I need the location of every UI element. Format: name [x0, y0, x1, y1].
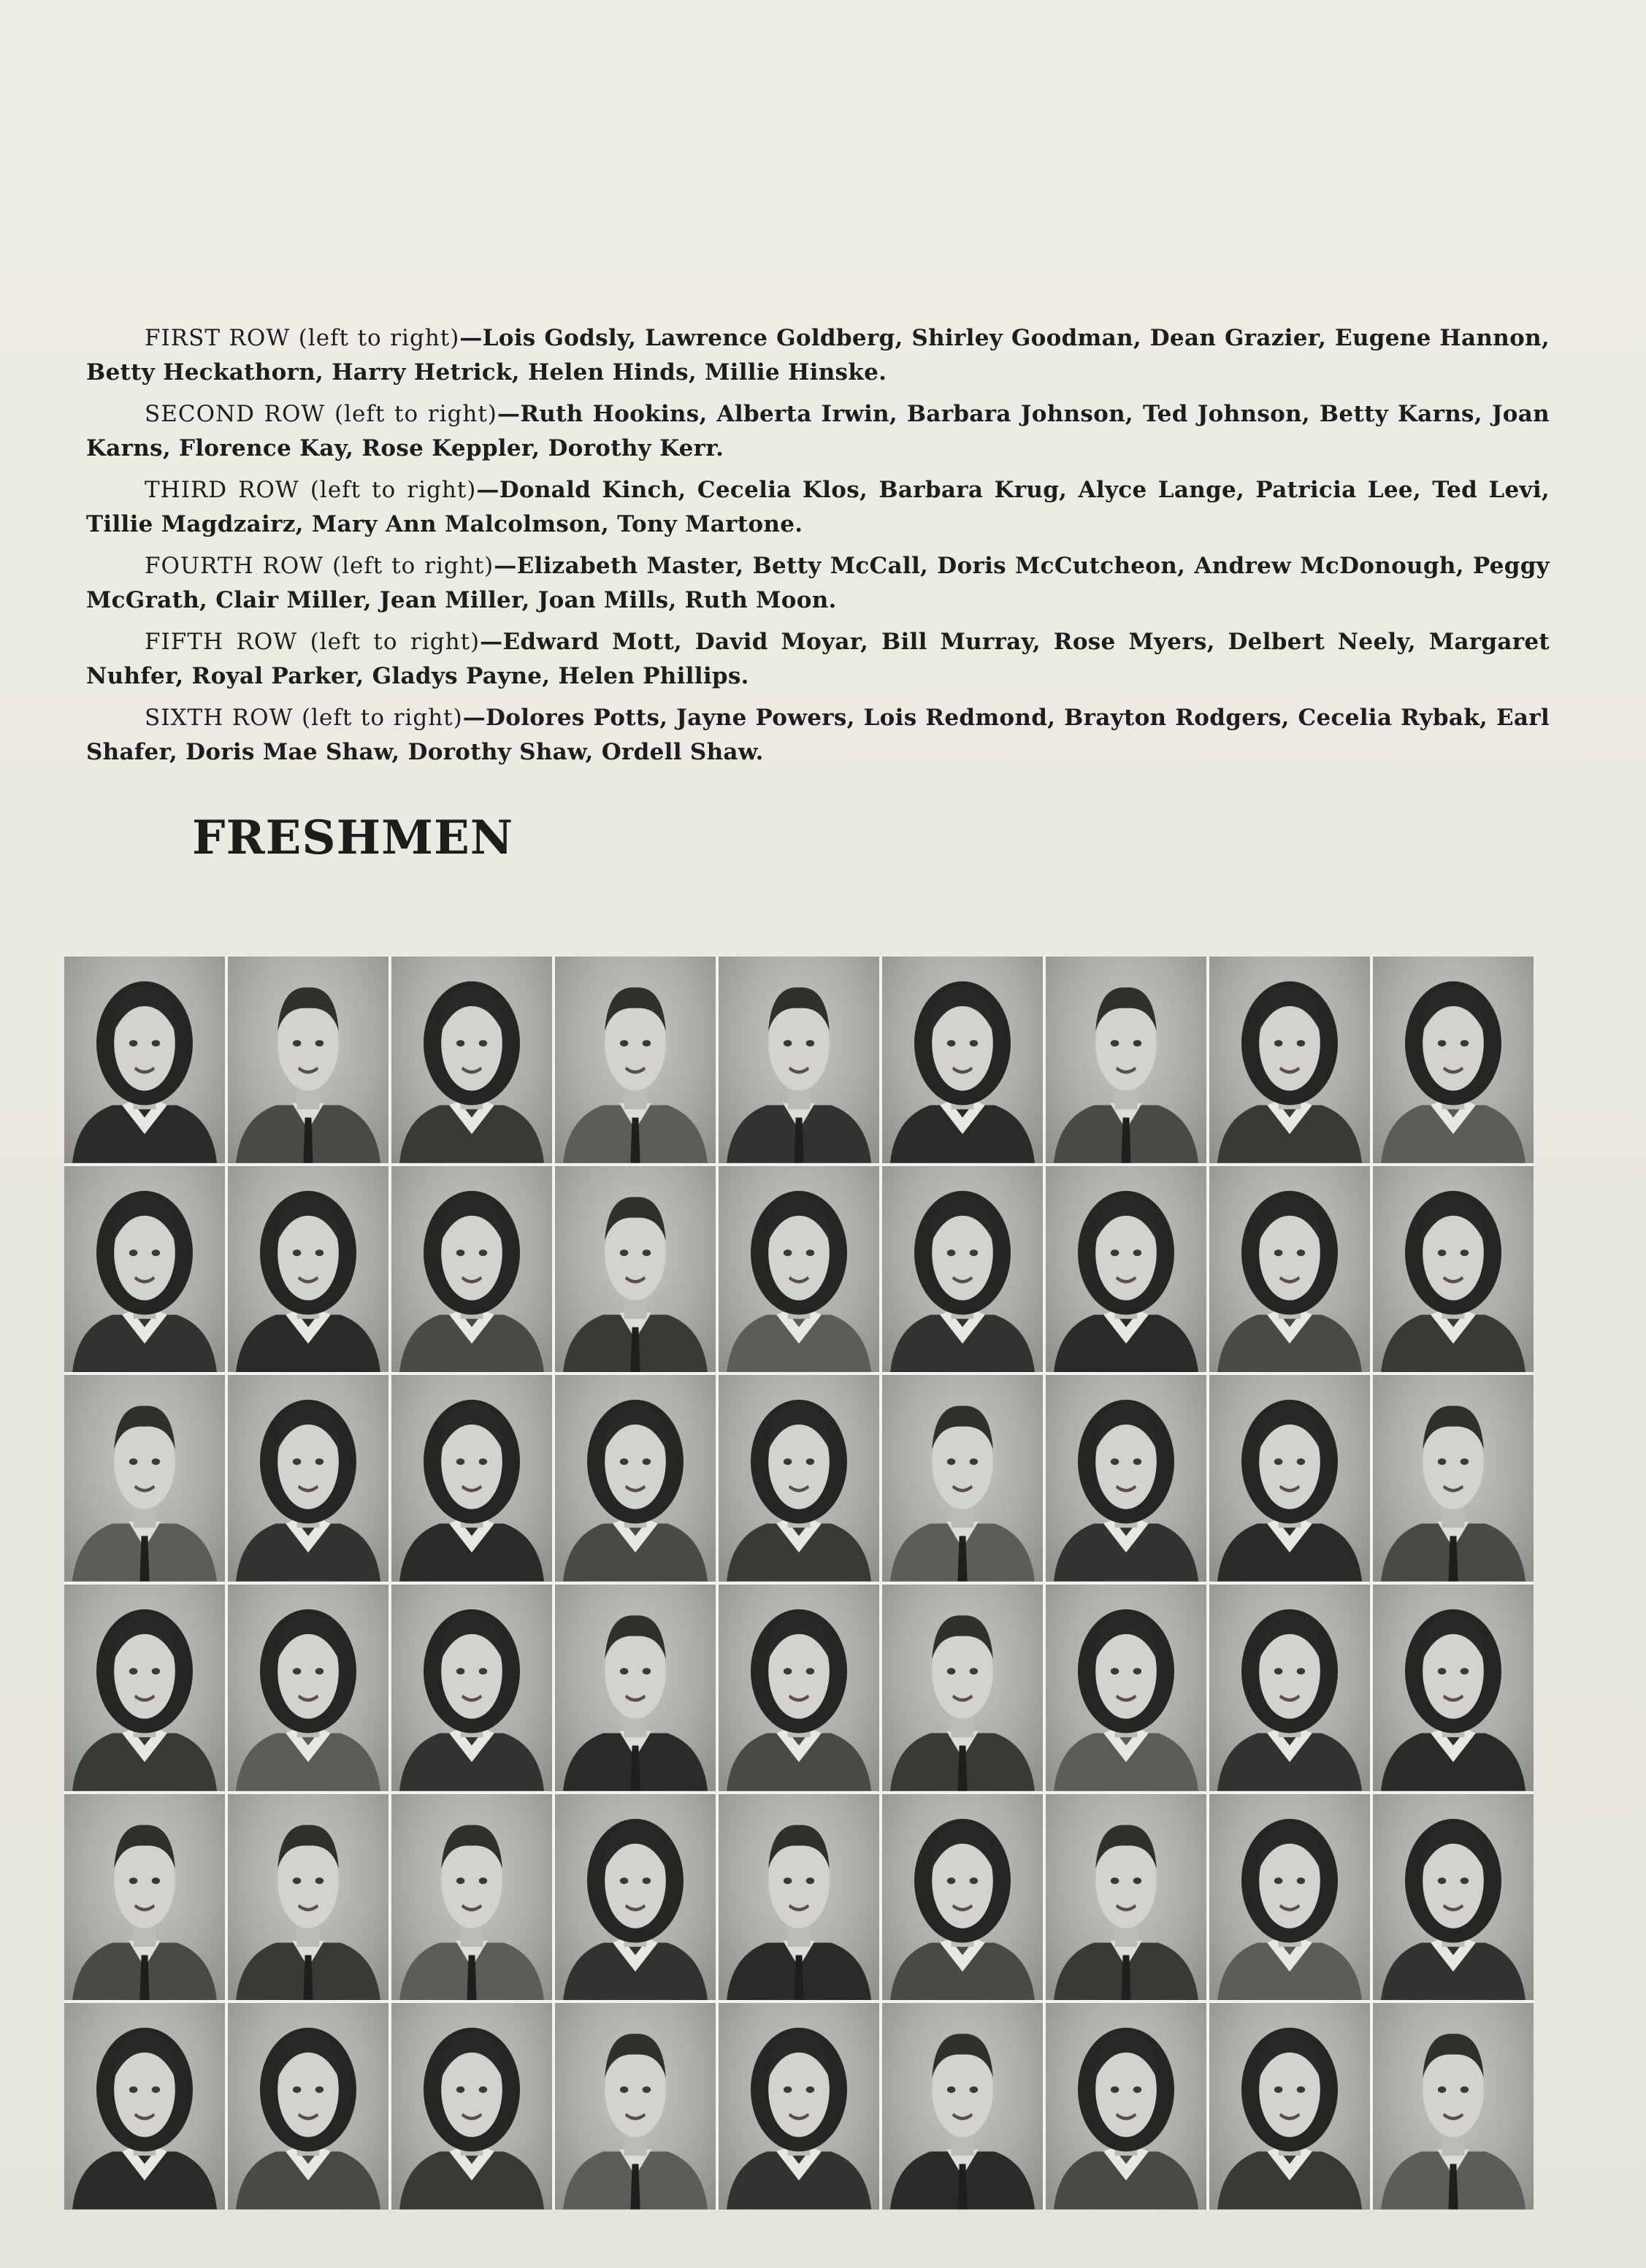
- portrait-r4-c7: [1046, 1585, 1206, 1791]
- section-title: FRESHMEN: [192, 811, 514, 865]
- portrait-r3-c4: [555, 1375, 716, 1582]
- portrait-r2-c6: [882, 1166, 1043, 1373]
- portrait-r6-c4: [555, 2003, 716, 2210]
- portrait-grid: [64, 957, 1534, 2210]
- portrait-r4-c2: [228, 1585, 388, 1791]
- portrait-r2-c3: [391, 1166, 552, 1373]
- portrait-r3-c9: [1373, 1375, 1534, 1582]
- portrait-r3-c1: [64, 1375, 225, 1582]
- caption-names: Edward Mott, David Moyar, Bill Murray, Rose Myers, Delbert Neely, Margaret Nuhfer, Royal Parker, Gladys Payne, Helen Phillips.: [86, 629, 1550, 689]
- portrait-r2-c4: [555, 1166, 716, 1373]
- caption-label: THIRD ROW (left to right): [145, 477, 477, 503]
- portrait-r6-c7: [1046, 2003, 1206, 2210]
- portrait-r3-c2: [228, 1375, 388, 1582]
- portrait-r4-c4: [555, 1585, 716, 1791]
- portrait-r1-c9: [1373, 957, 1534, 1163]
- portrait-r1-c6: [882, 957, 1043, 1163]
- portrait-r2-c8: [1209, 1166, 1370, 1373]
- portrait-r5-c5: [719, 1794, 879, 2001]
- portrait-r1-c2: [228, 957, 388, 1163]
- portrait-r5-c7: [1046, 1794, 1206, 2001]
- caption-row-5: FIFTH ROW (left to right)—Edward Mott, David Moyar, Bill Murray, Rose Myers, Delbert Neely, Margaret Nuhfer, Royal Parker, Gladys Payne, Helen Phillips.: [86, 629, 1550, 689]
- caption-row-3: THIRD ROW (left to right)—Donald Kinch, Cecelia Klos, Barbara Krug, Alyce Lange, Patricia Lee, Ted Levi, Tillie Magdzairz, Mary Ann Malcolmson, Tony Martone.: [86, 477, 1550, 537]
- portrait-r5-c3: [391, 1794, 552, 2001]
- portrait-r4-c8: [1209, 1585, 1370, 1791]
- portrait-r6-c1: [64, 2003, 225, 2210]
- portrait-r5-c4: [555, 1794, 716, 2001]
- caption-names: Ruth Hookins, Alberta Irwin, Barbara Johnson, Ted Johnson, Betty Karns, Joan Karns, Florence Kay, Rose Keppler, Dorothy Kerr.: [86, 401, 1550, 461]
- portrait-r5-c8: [1209, 1794, 1370, 2001]
- caption-row-6: SIXTH ROW (left to right)—Dolores Potts, Jayne Powers, Lois Redmond, Brayton Rodgers, Cecelia Rybak, Earl Shafer, Doris Mae Shaw, Dorothy Shaw, Ordell Shaw.: [86, 705, 1550, 765]
- caption-names: Elizabeth Master, Betty McCall, Doris McCutcheon, Andrew McDonough, Peggy McGrath, Clair Miller, Jean Miller, Joan Mills, Ruth Moon.: [86, 553, 1550, 613]
- portrait-r2-c7: [1046, 1166, 1206, 1373]
- caption-block: [86, 321, 1550, 777]
- portrait-r3-c6: [882, 1375, 1043, 1582]
- caption-names: Donald Kinch, Cecelia Klos, Barbara Krug, Alyce Lange, Patricia Lee, Ted Levi, Tillie Magdzairz, Mary Ann Malcolmson, Tony Martone.: [86, 477, 1550, 537]
- portrait-r6-c2: [228, 2003, 388, 2210]
- caption-label: SIXTH ROW (left to right): [145, 705, 463, 731]
- portrait-r1-c7: [1046, 957, 1206, 1163]
- caption-row-4: FOURTH ROW (left to right)—Elizabeth Master, Betty McCall, Doris McCutcheon, Andrew McDonough, Peggy McGrath, Clair Miller, Jean Miller, Joan Mills, Ruth Moon.: [86, 553, 1550, 613]
- portrait-r1-c3: [391, 957, 552, 1163]
- portrait-r1-c1: [64, 957, 225, 1163]
- portrait-r2-c1: [64, 1166, 225, 1373]
- portrait-r5-c9: [1373, 1794, 1534, 2001]
- caption-label: SECOND ROW (left to right): [145, 401, 497, 427]
- caption-names: Lois Godsly, Lawrence Goldberg, Shirley Goodman, Dean Grazier, Eugene Hannon, Betty Heckathorn, Harry Hetrick, Helen Hinds, Millie Hinske.: [86, 325, 1550, 386]
- portrait-r6-c9: [1373, 2003, 1534, 2210]
- portrait-r6-c3: [391, 2003, 552, 2210]
- portrait-r1-c5: [719, 957, 879, 1163]
- caption-names: Dolores Potts, Jayne Powers, Lois Redmond, Brayton Rodgers, Cecelia Rybak, Earl Shafer, Doris Mae Shaw, Dorothy Shaw, Ordell Shaw.: [86, 705, 1550, 765]
- portrait-r3-c8: [1209, 1375, 1370, 1582]
- portrait-r6-c5: [719, 2003, 879, 2210]
- portrait-r3-c5: [719, 1375, 879, 1582]
- portrait-r6-c8: [1209, 2003, 1370, 2210]
- portrait-r5-c1: [64, 1794, 225, 2001]
- portrait-r4-c5: [719, 1585, 879, 1791]
- caption-label: FIRST ROW (left to right): [145, 325, 460, 351]
- caption-label: FIFTH ROW (left to right): [145, 629, 481, 655]
- portrait-r1-c8: [1209, 957, 1370, 1163]
- portrait-r4-c6: [882, 1585, 1043, 1791]
- caption-row-1: FIRST ROW (left to right)—Lois Godsly, Lawrence Goldberg, Shirley Goodman, Dean Grazier, Eugene Hannon, Betty Heckathorn, Harry Hetrick, Helen Hinds, Millie Hinske.: [86, 325, 1550, 386]
- portrait-r1-c4: [555, 957, 716, 1163]
- caption-label: FOURTH ROW (left to right): [145, 553, 494, 579]
- portrait-r3-c7: [1046, 1375, 1206, 1582]
- portrait-r3-c3: [391, 1375, 552, 1582]
- portrait-r5-c2: [228, 1794, 388, 2001]
- portrait-r4-c9: [1373, 1585, 1534, 1791]
- caption-row-2: SECOND ROW (left to right)—Ruth Hookins, Alberta Irwin, Barbara Johnson, Ted Johnson, Betty Karns, Joan Karns, Florence Kay, Rose Keppler, Dorothy Kerr.: [86, 401, 1550, 461]
- portrait-r6-c6: [882, 2003, 1043, 2210]
- portrait-r2-c5: [719, 1166, 879, 1373]
- portrait-r4-c3: [391, 1585, 552, 1791]
- portrait-r2-c9: [1373, 1166, 1534, 1373]
- portrait-r4-c1: [64, 1585, 225, 1791]
- portrait-r5-c6: [882, 1794, 1043, 2001]
- portrait-r2-c2: [228, 1166, 388, 1373]
